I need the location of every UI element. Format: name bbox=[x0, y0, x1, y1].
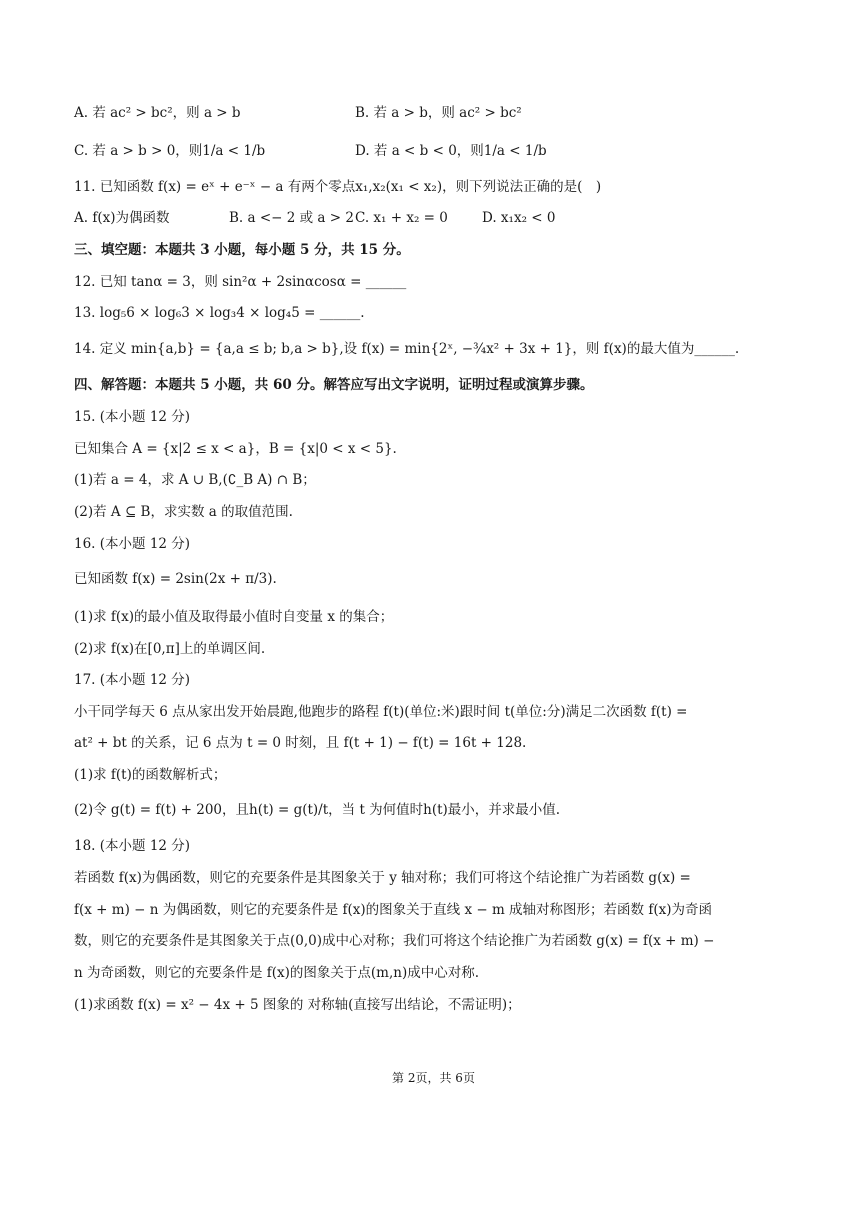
q17-line-4: (2)令 g(t) = f(t) + 200，且h(t) = g(t)/t，当 t 为何值时h(t)最小，并求最小值. bbox=[74, 802, 561, 818]
q10-option-c: C. 若 a > b > 0，则1/a < 1/b bbox=[74, 143, 266, 159]
q18-line-5: (1)求函数 f(x) = x² − 4x + 5 图象的 对称轴(直接写出结论，不需证明)； bbox=[74, 997, 521, 1013]
q18-line-1: 若函数 f(x)为偶函数，则它的充要条件是其图象关于 y 轴对称；我们可将这个结论推广为若函数 g(x) = bbox=[74, 870, 691, 886]
q16-line-2: (1)求 f(x)的最小值及取得最小值时自变量 x 的集合； bbox=[74, 609, 394, 625]
q10-option-d: D. 若 a < b < 0，则1/a < 1/b bbox=[355, 143, 547, 159]
q15-line-3: (2)若 A ⊆ B，求实数 a 的取值范围. bbox=[74, 504, 293, 520]
q11-stem: 11. 已知函数 f(x) = eˣ + e⁻ˣ − a 有两个零点x₁,x₂(x₁ < x₂)，则下列说法正确的是( ) bbox=[74, 179, 602, 195]
q17-heading: 17. (本小题 12 分) bbox=[74, 672, 191, 688]
q16-line-3: (2)求 f(x)在[0,π]上的单调区间. bbox=[74, 641, 266, 657]
q10-option-b: B. 若 a > b，则 ac² > bc² bbox=[355, 105, 522, 121]
q11-option-d: D. x₁x₂ < 0 bbox=[482, 210, 556, 226]
q11-option-a: A. f(x)为偶函数 bbox=[74, 210, 170, 226]
section-fill-in-heading: 三、填空题：本题共 3 小题，每小题 5 分，共 15 分。 bbox=[74, 242, 410, 258]
q13: 13. log₅6 × log₆3 × log₃4 × log₄5 = ______. bbox=[74, 305, 365, 321]
q11-option-b: B. a <− 2 或 a > 2 bbox=[229, 210, 354, 226]
q18-line-2: f(x + m) − n 为偶函数，则它的充要条件是 f(x)的图象关于直线 x − m 成轴对称图形；若函数 f(x)为奇函 bbox=[74, 902, 712, 918]
q15-line-2: (1)若 a = 4，求 A ∪ B,(∁_B A) ∩ B； bbox=[74, 472, 316, 488]
q18-line-4: n 为奇函数，则它的充要条件是 f(x)的图象关于点(m,n)成中心对称. bbox=[74, 965, 480, 981]
q15-line-1: 已知集合 A = {x|2 ≤ x < a}，B = {x|0 < x < 5}. bbox=[74, 441, 397, 457]
q16-line-1: 已知函数 f(x) = 2sin(2x + π/3). bbox=[74, 571, 277, 587]
q18-line-3: 数，则它的充要条件是其图象关于点(0,0)成中心对称；我们可将这个结论推广为若函数 g(x) = f(x + m) − bbox=[74, 933, 715, 949]
q10-option-a: A. 若 ac² > bc²，则 a > b bbox=[74, 105, 241, 121]
q16-heading: 16. (本小题 12 分) bbox=[74, 536, 191, 552]
q11-option-c: C. x₁ + x₂ = 0 bbox=[355, 210, 448, 226]
section-answer-heading: 四、解答题：本题共 5 小题，共 60 分。解答应写出文字说明，证明过程或演算步骤。 bbox=[74, 377, 594, 393]
q15-heading: 15. (本小题 12 分) bbox=[74, 409, 191, 425]
q18-heading: 18. (本小题 12 分) bbox=[74, 838, 191, 854]
q12: 12. 已知 tanα = 3，则 sin²α + 2sinαcosα = ______ bbox=[74, 274, 407, 290]
q17-line-2: at² + bt 的关系，记 6 点为 t = 0 时刻，且 f(t + 1) − f(t) = 16t + 128. bbox=[74, 735, 527, 751]
q17-line-1: 小干同学每天 6 点从家出发开始晨跑,他跑步的路程 f(t)(单位:米)跟时间 t(单位:分)满足二次函数 f(t) = bbox=[74, 704, 688, 720]
page-footer: 第 2页，共 6页 bbox=[392, 1071, 475, 1085]
q14: 14. 定义 min{a,b} = {a,a ≤ b; b,a > b},设 f(x) = min{2ˣ, −¾x² + 3x + 1}，则 f(x)的最大值为______. bbox=[74, 341, 740, 357]
q17-line-3: (1)求 f(t)的函数解析式； bbox=[74, 767, 227, 783]
